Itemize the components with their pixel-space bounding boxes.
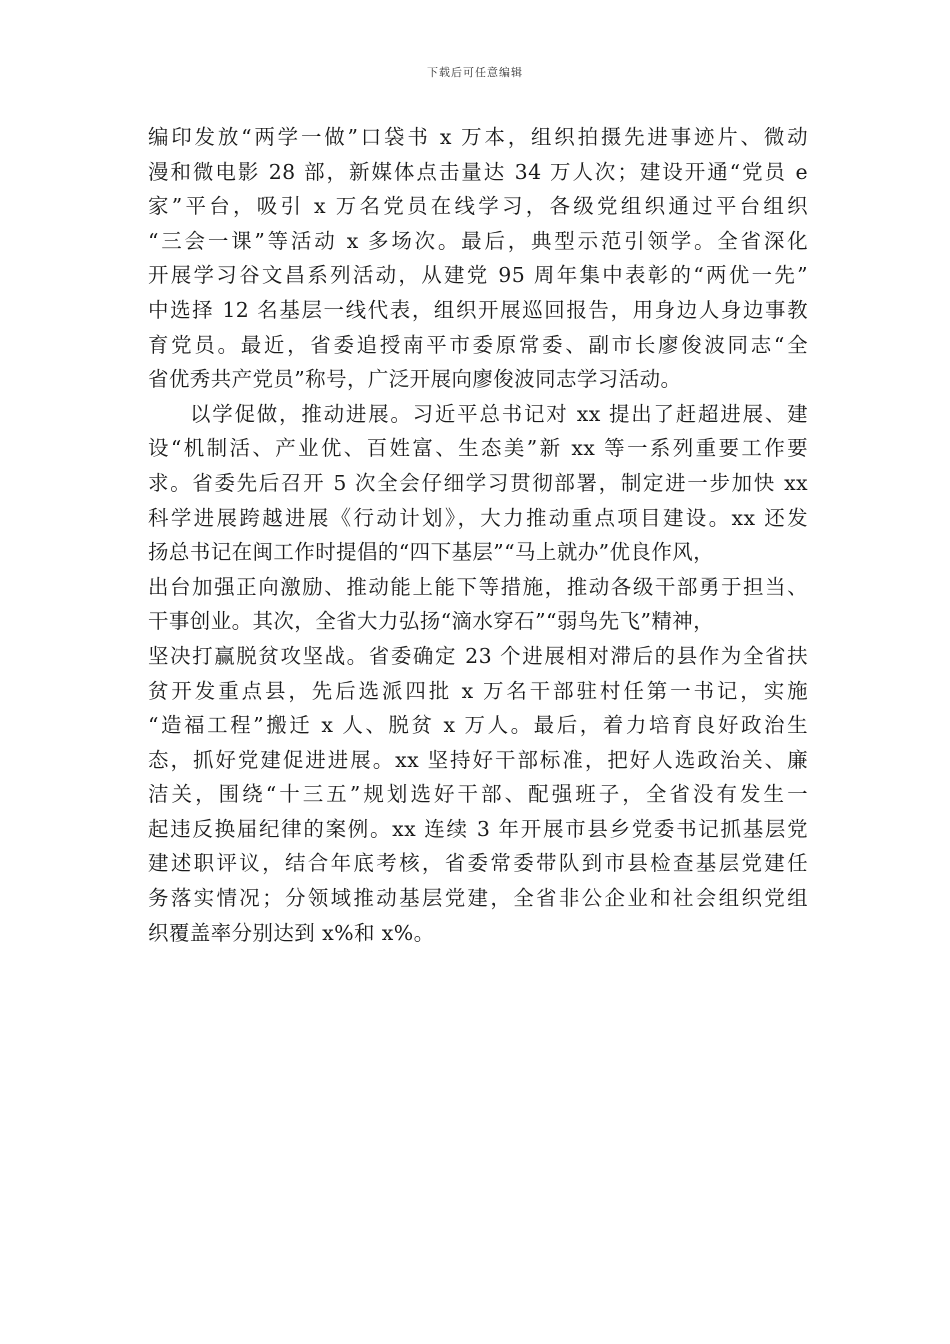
text-line: 编印发放“两学一做”口袋书 x 万本，组织拍摄先进事迹片、微动 [148, 125, 808, 149]
text-line: 扬总书记在闽工作时提倡的“四下基层”“马上就办”优良作风， [148, 540, 715, 565]
text-line: 务落实情况；分领域推动基层党建，全省非公企业和社会组织党组 [148, 886, 808, 911]
text-line: 建述职评议，结合年底考核，省委常委带队到市县检查基层党建任 [148, 851, 808, 876]
text-line: 贫开发重点县，先后选派四批 x 万名干部驻村任第一书记，实施 [148, 678, 808, 703]
text-line: 设“机制活、产业优、百姓富、生态美”新 xx 等一系列重要工作要 [148, 436, 808, 461]
text-line: 态，抓好党建促进进展。xx 坚持好干部标准，把好人选政治关、廉 [148, 747, 808, 772]
document-body [148, 120, 808, 950]
text-line: 漫和微电影 28 部，新媒体点击量达 34 万人次；建设开通“党员 e [148, 159, 808, 184]
text-line: 干事创业。其次，全省大力弘扬“滴水穿石”“弱鸟先飞”精神， [148, 609, 715, 634]
text-line: 洁关，围绕“十三五”规划选好干部、配强班子，全省没有发生一 [148, 782, 808, 807]
text-line: “造福工程”搬迁 x 人、脱贫 x 万人。最后，着力培育良好政治生 [148, 713, 808, 738]
text-line: 起违反换届纪律的案例。xx 连续 3 年开展市县乡党委书记抓基层党 [148, 816, 808, 841]
text-line: 求。省委先后召开 5 次全会仔细学习贯彻部署，制定进一步加快 xx [148, 470, 808, 495]
text-line: 织覆盖率分别达到 x%和 x%。 [148, 920, 435, 945]
text-line: 坚决打赢脱贫攻坚战。省委确定 23 个进展相对滞后的县作为全省扶 [148, 643, 808, 668]
text-line: 育党员。最近，省委追授南平市委原常委、副市长廖俊波同志“全 [148, 332, 808, 357]
paragraph-start-line: 以学促做，推动进展。习近平总书记对 xx 提出了赶超进展、建 [190, 401, 808, 426]
text-line: 出台加强正向激励、推动能上能下等措施，推动各级干部勇于担当、 [148, 574, 808, 599]
text-line: 科学进展跨越进展《行动计划》，大力推动重点项目建设。xx 还发 [148, 505, 808, 530]
text-line: 省优秀共产党员”称号，广泛开展向廖俊波同志学习活动。 [148, 367, 682, 392]
page-header: 下载后可任意编辑 [427, 66, 523, 79]
text-line: 家”平台，吸引 x 万名党员在线学习，各级党组织通过平台组织 [148, 194, 808, 219]
text-line: “三会一课”等活动 x 多场次。最后，典型示范引领学。全省深化 [148, 228, 808, 253]
text-line: 中选择 12 名基层一线代表，组织开展巡回报告，用身边人身边事教 [148, 297, 808, 322]
text-line: 开展学习谷文昌系列活动，从建党 95 周年集中表彰的“两优一先” [148, 263, 808, 288]
